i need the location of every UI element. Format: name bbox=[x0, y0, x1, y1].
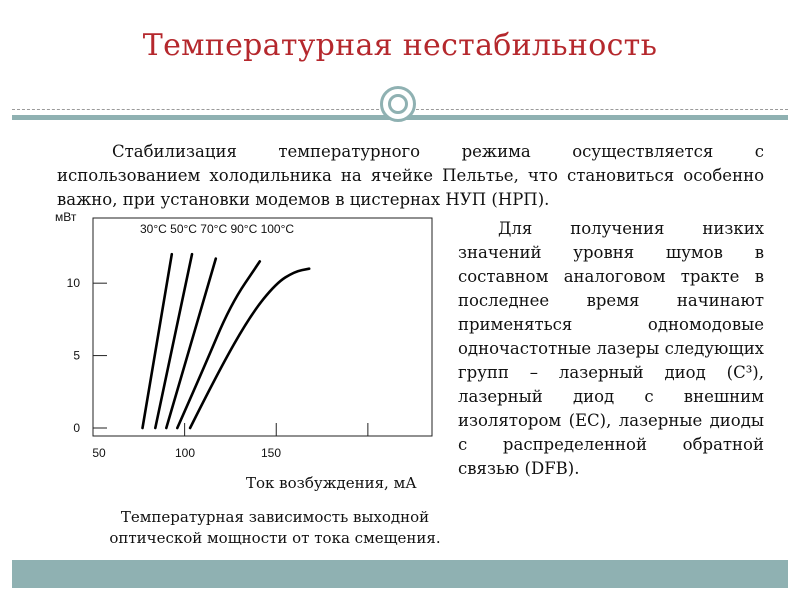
x-tick-label: 150 bbox=[260, 446, 282, 460]
y-axis-unit: мВт bbox=[55, 210, 77, 224]
chart-legend: 30°С 50°С 70°С 90°С 100°С bbox=[140, 222, 295, 236]
y-tick-label: 10 bbox=[66, 276, 80, 291]
y-tick-label: 5 bbox=[73, 348, 80, 363]
series-curve-5 bbox=[190, 269, 309, 428]
laser-types-paragraph: Для получения низких значений уровня шумов в составном аналоговом тракте в последнее время начинают применяться одномодовые одночастотные лазеры следующих групп – лазерный диод (C³), лазерный диод с внешним изолятором (ЕС), лазерные диоды с распределенной обратной связью (DFB). bbox=[458, 219, 764, 478]
slide-title: Температурная нестабильность bbox=[142, 28, 658, 63]
x-axis-label: Ток возбуждения, мА bbox=[246, 474, 417, 492]
footer-band bbox=[12, 560, 788, 588]
x-tick-label: 50 bbox=[92, 446, 106, 460]
y-tick-label: 0 bbox=[73, 421, 80, 435]
series-curve-1 bbox=[143, 254, 172, 428]
chart-caption: Температурная зависимость выходной оптической мощности от тока смещения. bbox=[109, 508, 441, 547]
x-tick-label: 100 bbox=[174, 446, 196, 460]
intro-text: Стабилизация температурного режима осуществляется с использованием холодильника на ячейке Пельтье, что становиться особенно важно, при установки модемов в цистернах НУП (НРП). bbox=[57, 142, 764, 209]
chart-frame bbox=[93, 218, 432, 436]
